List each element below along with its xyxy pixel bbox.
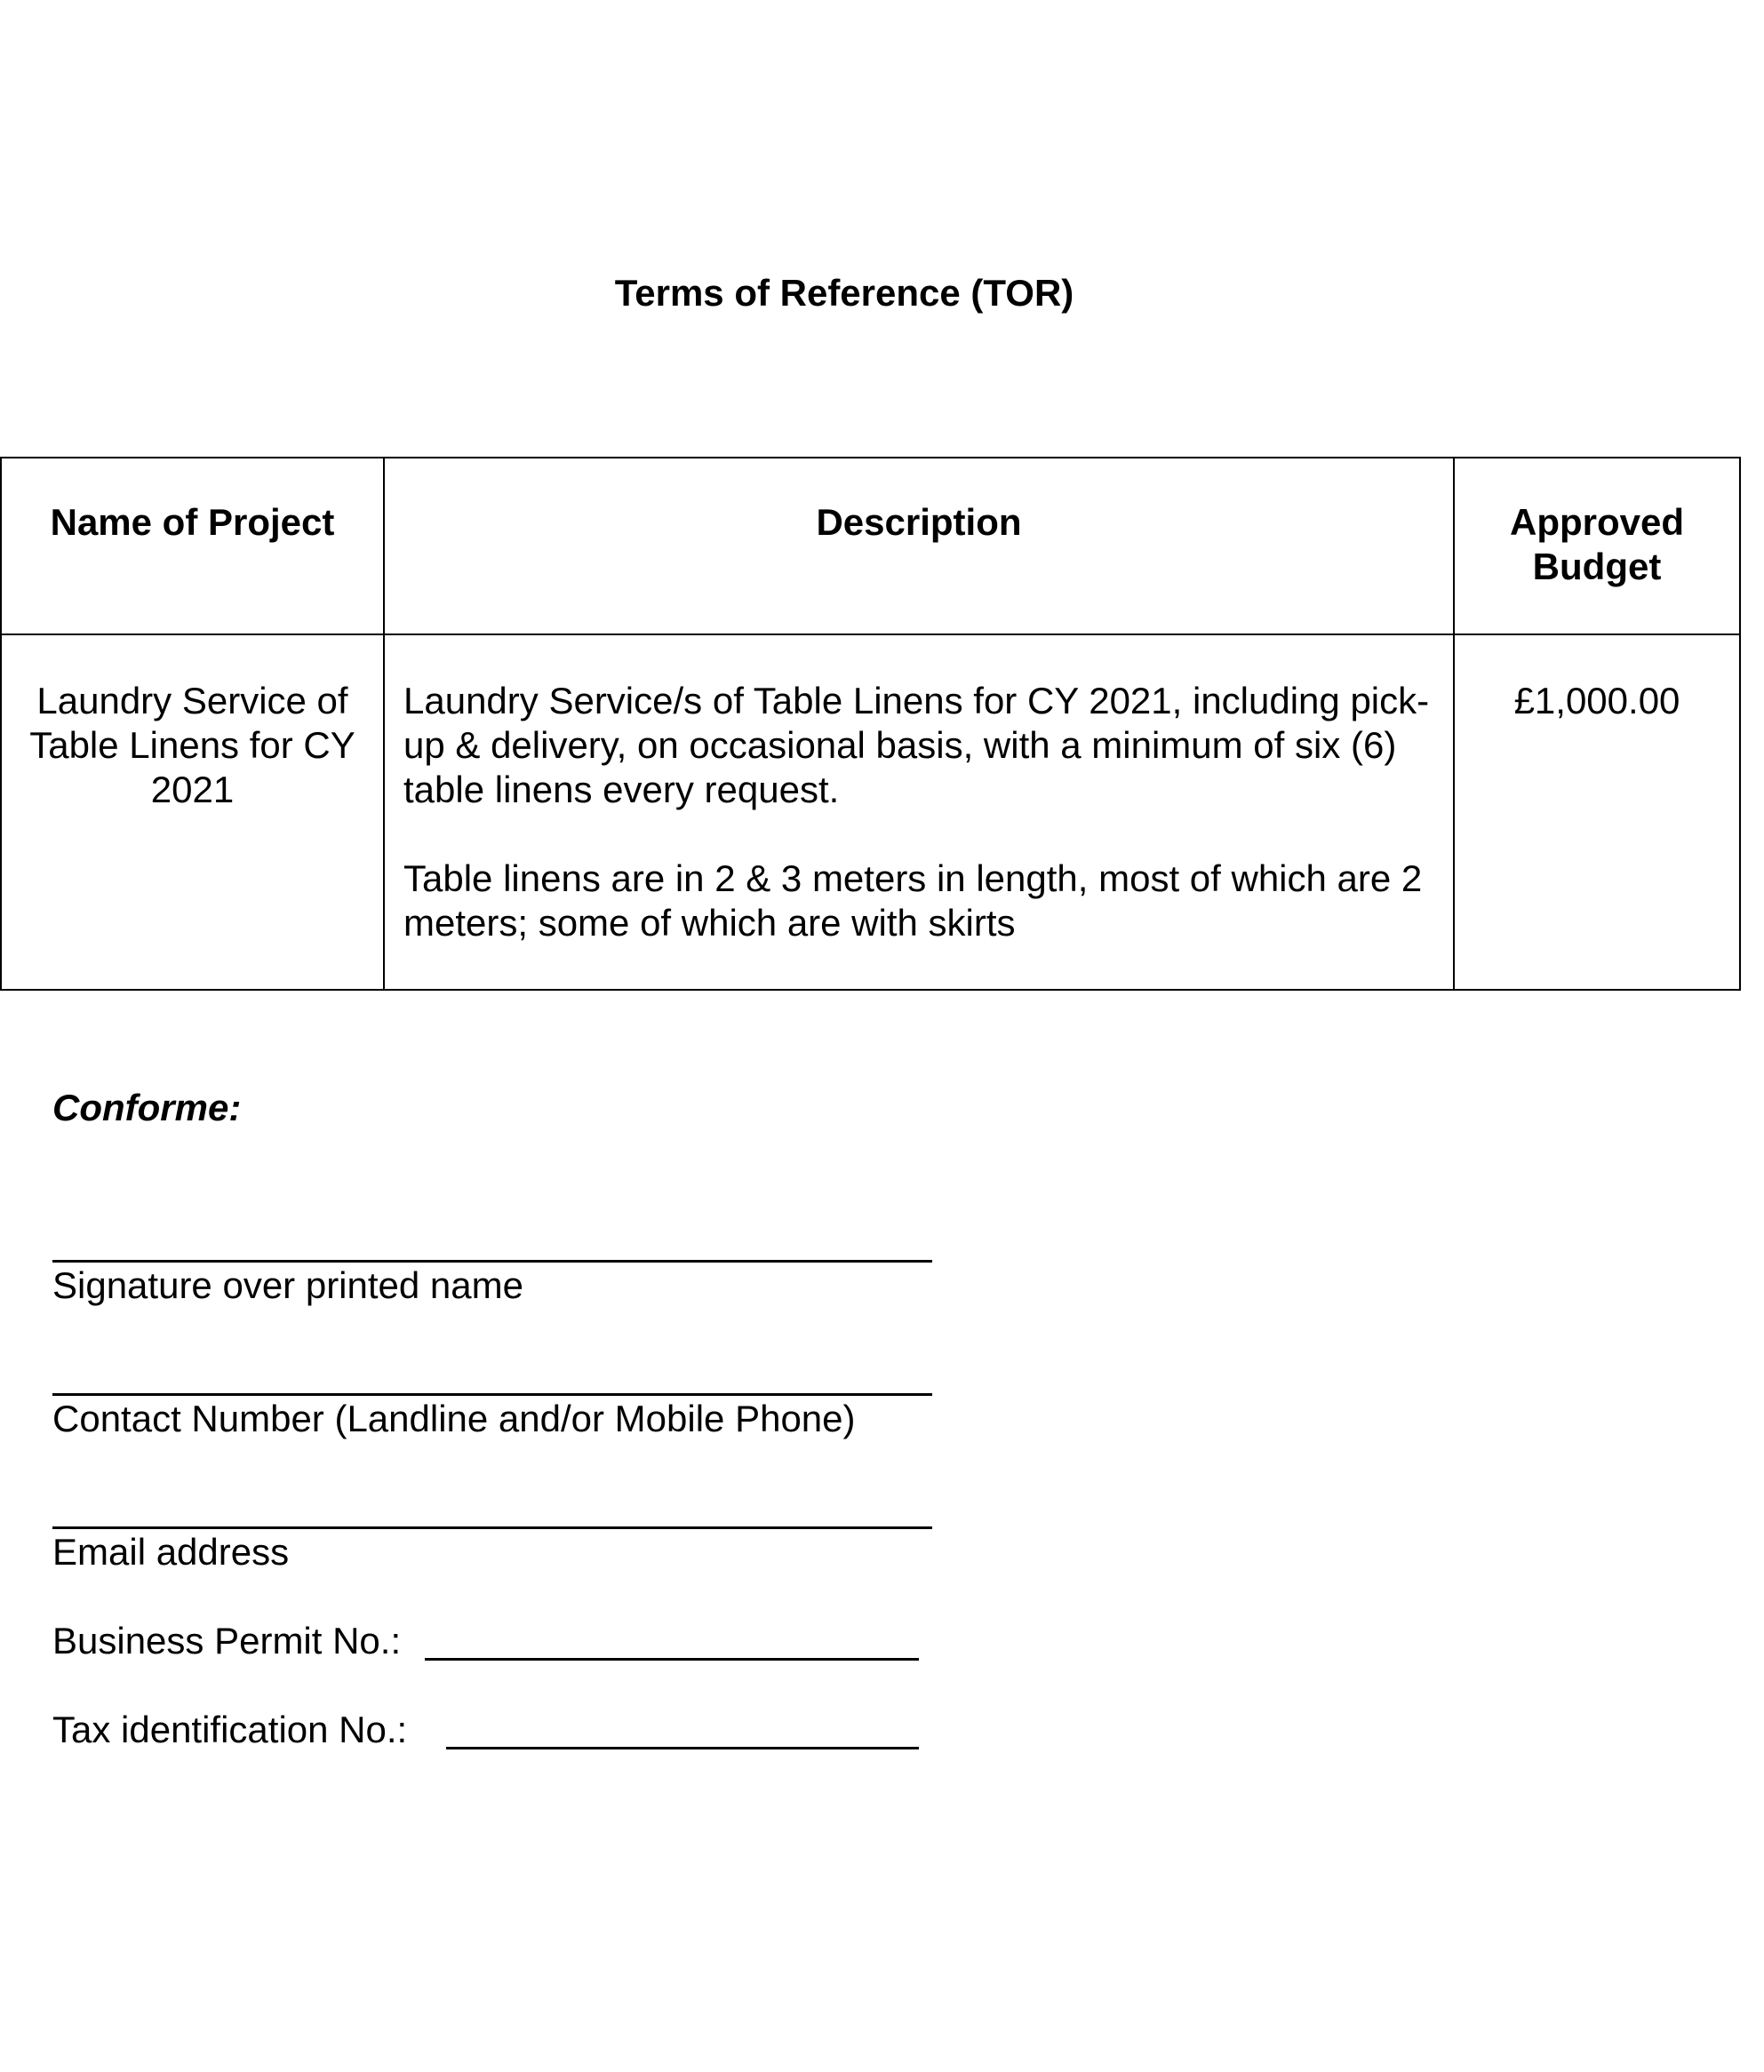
table-row	[1, 634, 1740, 990]
signature-line[interactable]	[52, 1260, 932, 1263]
document-title: Terms of Reference (TOR)	[614, 272, 1074, 314]
email-address-label: Email address	[52, 1531, 290, 1573]
tor-table	[0, 457, 1741, 991]
project-name-cell: Laundry Service of Table Linens for CY 2021	[1, 634, 384, 990]
conforme-heading: Conforme:	[52, 1087, 242, 1128]
header-approved-budget-line2: Budget	[1532, 546, 1662, 587]
signature-label: Signature over printed name	[52, 1264, 523, 1306]
header-description: Description	[384, 458, 1454, 634]
email-address-line[interactable]	[52, 1526, 932, 1529]
approved-budget-cell: £1,000.00	[1454, 634, 1740, 990]
header-approved-budget	[1454, 458, 1740, 634]
business-permit-label: Business Permit No.:	[52, 1620, 402, 1662]
table-header-row	[1, 458, 1740, 634]
project-description-cell	[384, 634, 1454, 990]
contact-number-line[interactable]	[52, 1393, 932, 1396]
tax-id-label: Tax identification No.:	[52, 1709, 408, 1750]
contact-number-label: Contact Number (Landline and/or Mobile Phone)	[52, 1398, 856, 1439]
header-name-of-project: Name of Project	[1, 458, 384, 634]
business-permit-line[interactable]	[425, 1658, 919, 1661]
description-paragraph-1: Laundry Service/s of Table Linens for CY 2021, including pick-up & delivery, on occasional basis, with a minimum of six (6) table linens every request.	[403, 680, 1430, 810]
tax-id-line[interactable]	[446, 1747, 919, 1749]
description-paragraph-2: Table linens are in 2 & 3 meters in length, most of which are 2 meters; some of which are with skirts	[403, 857, 1423, 944]
header-approved-budget-line1: Approved	[1509, 501, 1684, 543]
